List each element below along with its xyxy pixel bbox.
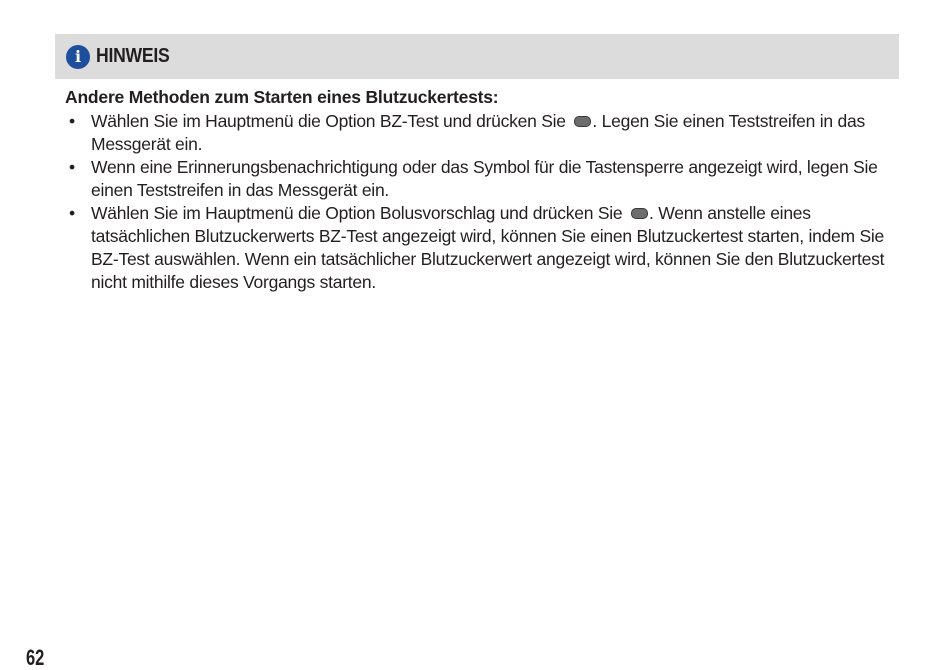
list-item: [65, 156, 895, 202]
section-subheading: Andere Methoden zum Starten eines Blutzuckertests:: [65, 87, 499, 107]
list-item-text-start: Wählen Sie im Hauptmenü die Option Bolusvorschlag und drücken Sie: [91, 203, 628, 223]
list-item-text-start: Wählen Sie im Hauptmenü die Option BZ-Test und drücken Sie: [91, 111, 571, 131]
button-icon: [631, 208, 648, 219]
list-item: [65, 110, 895, 156]
notice-banner: [55, 34, 899, 79]
page-number: 62: [26, 645, 45, 670]
list-item: [65, 202, 895, 294]
list-item-text: Wenn eine Erinnerungsbenachrichtigung oder das Symbol für die Tastensperre angezeigt wird, legen Sie einen Teststreifen in das Messgerät ein.: [91, 157, 878, 200]
list-item-text-end: . Wenn anstelle eines tatsächlichen Blutzuckerwerts BZ-Test angezeigt wird, können Sie einen Blutzuckertest starten, indem Sie BZ-Test auswählen. Wenn ein tatsächlicher Blutzuckerwert angezeigt wird, können Sie den Blutzuckertest nicht mithilfe dieses Vorgangs starten.: [91, 203, 885, 292]
list-item-text-end: . Legen Sie einen Teststreifen in das Messgerät ein.: [91, 111, 865, 154]
button-icon: [574, 116, 591, 127]
info-icon: i: [66, 45, 90, 69]
method-list: [65, 110, 895, 294]
content-section: [65, 86, 895, 294]
notice-title: HINWEIS: [96, 45, 170, 67]
